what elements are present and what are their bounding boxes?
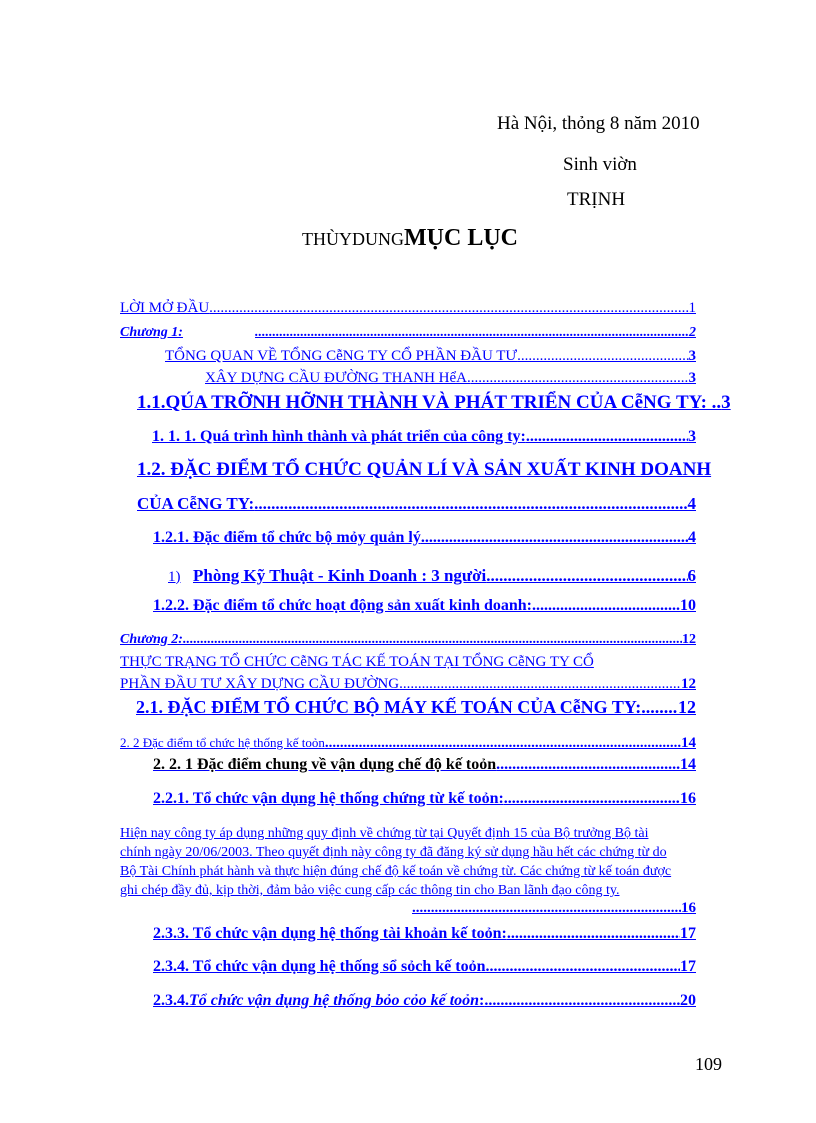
place-date: Hà Nội, thỏng 8 năm 2010 [497,113,700,134]
toc-entry-paragraph[interactable]: Hiện nay công ty áp dụng những quy định về chứng từ tại Quyết định 15 của Bộ trưởng Bộ tài chính ngày 20/06/2003. Theo quyết định này công ty đã đăng ký sử dụng hầu hết các chứng từ do Bộ Tài Chính phát hành và thực hiện đúng chế độ kế toán về chứng từ. Các chứng từ kế toán được ghi chép đầy đủ, kịp thời, đảm bảo việc cung cấp các thông tin cho Ban lãnh đạo công ty. [120,826,672,898]
student-name-line1: TRỊNH [567,189,626,210]
toc-entry-1-1[interactable]: 1.1.QÚA TRỠNH HỠNH THÀNH VÀ PHÁT TRIỂN CỦA CễNG TY: .. 3 [137,392,731,413]
toc-entry-1-2[interactable]: 1.2. ĐẶC ĐIỂM TỔ CHỨC QUẢN LÍ VÀ SẢN XUẤT KINH DOANH [137,459,712,480]
toc-entry-thuc-trang-cont[interactable]: PHẦN ĐẦU TƯ XÂY DỰNG CẦU ĐƯỜNG ..... 12 [120,676,696,693]
toc-entry-1-1-1[interactable]: 1. 1. 1. Quá trình hình thành và phát triển của công ty: ..... 3 [152,428,696,446]
toc-title: MỤC LỤC [404,225,518,251]
toc-entry-1-2-cont[interactable]: CỦA CễNG TY: ..... 4 [137,494,696,514]
student-label: Sinh viờn [563,154,637,175]
page-number: 109 [695,1054,722,1074]
toc-entry-phong-ky-thuat[interactable]: 1) Phòng Kỹ Thuật - Kinh Doanh : 3 người ..... 6 [168,565,696,586]
toc-entry-paragraph-page[interactable]: ..... 16 [412,900,696,917]
toc-entry-2-2-1[interactable]: 2. 2. 1 Đặc điểm chung về vận dụng chế độ kế toỏn ..... 14 [153,756,696,774]
toc-entry-2-2-1-chung-tu[interactable]: 2.2.1. Tổ chức vận dụng hệ thống chứng từ kế toỏn: ..... 16 [153,790,696,808]
toc-entry-chuong-1[interactable]: Chương 1: ..... 2 [120,325,696,341]
student-name-line2: THÙYDUNG [302,229,404,249]
toc-entry-thuc-trang[interactable]: THỰC TRẠNG TỔ CHỨC CễNG TÁC KẾ TOÁN TẠI TỔNG CễNG TY CỔ [120,654,594,670]
toc-entry-2-2[interactable]: 2. 2 Đặc điểm tổ chức hệ thống kế toỏn ..... 14 [120,735,696,752]
toc-entry-2-3-4-bao-cao[interactable]: 2.3.4. Tổ chức vận dụng hệ thống bỏo cỏo kế toỏn : ..... 20 [153,992,696,1010]
toc-entry-2-1[interactable]: 2.1. ĐẶC ĐIỂM TỔ CHỨC BỘ MÁY KẾ TOÁN CỦA CễNG TY: ..... 12 [136,697,696,718]
toc-entry-2-3-4-so-sach[interactable]: 2.3.4. Tổ chức vận dụng hệ thống sổ sỏch kế toỏn ..... 17 [153,958,696,976]
toc-entry-tong-quan[interactable]: TỔNG QUAN VỀ TỔNG CễNG TY CỔ PHẦN ĐẦU TƯ ..... 3 [165,348,696,365]
toc-entry-2-3-3[interactable]: 2.3.3. Tổ chức vận dụng hệ thống tài khoản kế toỏn: ..... 17 [153,925,696,943]
toc-entry-xay-dung-cau-duong[interactable]: XÂY DỰNG CẦU ĐƯỜNG THANH HểA. ..... 3 [120,370,696,387]
toc-entry-chuong-2[interactable]: Chương 2: ..... 12 [120,632,696,648]
toc-entry-1-2-1[interactable]: 1.2.1. Đặc điểm tổ chức bộ mỏy quản lý ..... 4 [153,529,696,547]
toc-entry-loi-mo-dau[interactable]: LỜI MỞ ĐẦU ..... 1 [120,300,696,317]
toc-entry-1-2-2[interactable]: 1.2.2. Đặc điểm tổ chức hoạt động sản xuất kinh doanh: ..... 10 [153,597,696,615]
